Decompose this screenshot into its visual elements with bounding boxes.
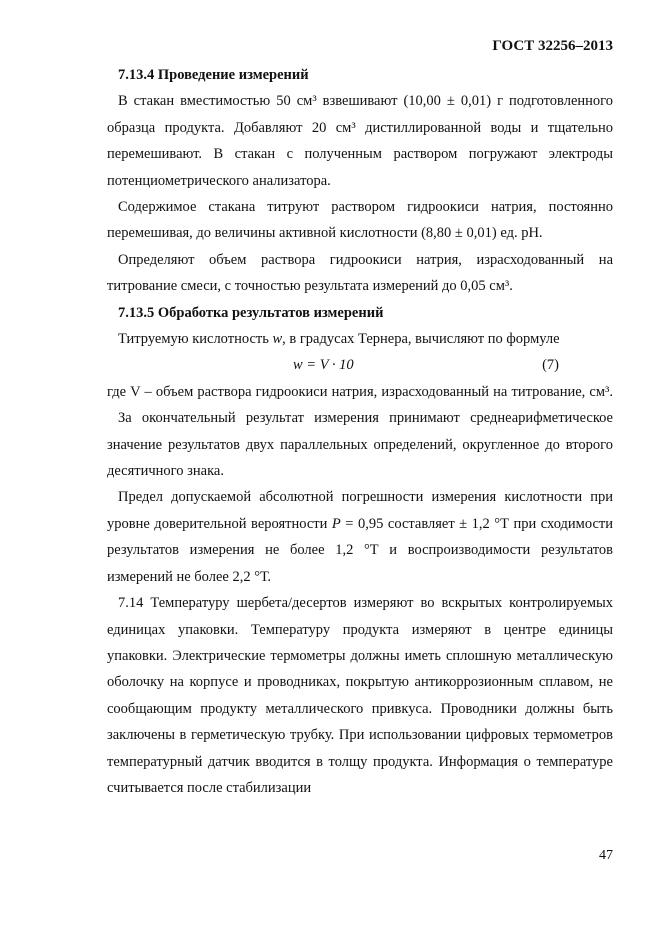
paragraph-formula-intro [107,326,613,352]
paragraph-volume: Определяют объем раствора гидроокиси натрия, израсходованный на титрование смеси, с точностью результата измерений до 0,05 см³. [107,251,613,295]
variable-w: w [272,331,283,348]
paragraph-temperature: 7.14 Температуру шербета/десертов измеряют во вскрытых контролируемых единицах упаковки. Температуру продукта измеряют в центре единицы упаковки. Электрические термометры должны иметь сплошную металлическую оболочку на корпусе и проводниках, покрытую антикоррозионным сплавом, не сообщающим продукту металлического привкуса. Проводники должны быть заключены в герметическую трубку. При использовании цифровых термометров температурный датчик вводится в толщу продукта. Информация о температуре считывается после стабилизации [107,595,613,796]
document-body [107,62,613,801]
paragraph-titration: Содержимое стакана титруют раствором гидроокиси натрия, постоянно перемешивая, до величины активной кислотности (8,80 ± 0,01) ед. pH. [107,199,613,242]
formula-line [107,352,613,378]
formula-text: w = V · 10 [293,357,354,374]
variable-p: P [331,515,341,532]
text-part: = 0,95 составляет ± 1,2 °Т при сходимости результатов измерения не более 1,2 °Т и воспроизводимости результатов измерений не более 2,2 °Т. [107,515,613,585]
text-part: , в градусах Тернера, вычисляют по формуле [282,331,560,348]
page-number: 47 [599,848,613,863]
text-part: Титруемую кислотность [118,331,273,348]
section-title-7-13-5: 7.13.5 Обработка результатов измерений [118,304,384,321]
standard-header: ГОСТ 32256–2013 [492,38,613,54]
formula-number: (7) [542,357,559,374]
paragraph-error-limit [107,484,613,590]
paragraph-where: где V – объем раствора гидроокиси натрия, израсходованный на титрование, см³. [107,383,613,400]
formula [293,352,354,378]
section-title-7-13-4: 7.13.4 Проведение измерений [118,67,309,83]
paragraph-final-result: За окончательный результат измерения принимают среднеарифметическое значение результатов двух параллельных определений, округленное до второго десятичного знака. [107,410,613,480]
paragraph-weighing: В стакан вместимостью 50 см³ взвешивают (10,00 ± 0,01) г подготовленного образца продукта. Добавляют 20 см³ дистиллированной воды и тщательно перемешивают. В стакан с полученным раствором погружают электроды потенциометрического анализатора. [107,93,613,189]
text-part: Предел допускаемой абсолютной погрешности измерения кислотности при уровне доверительной вероятности [107,489,613,532]
